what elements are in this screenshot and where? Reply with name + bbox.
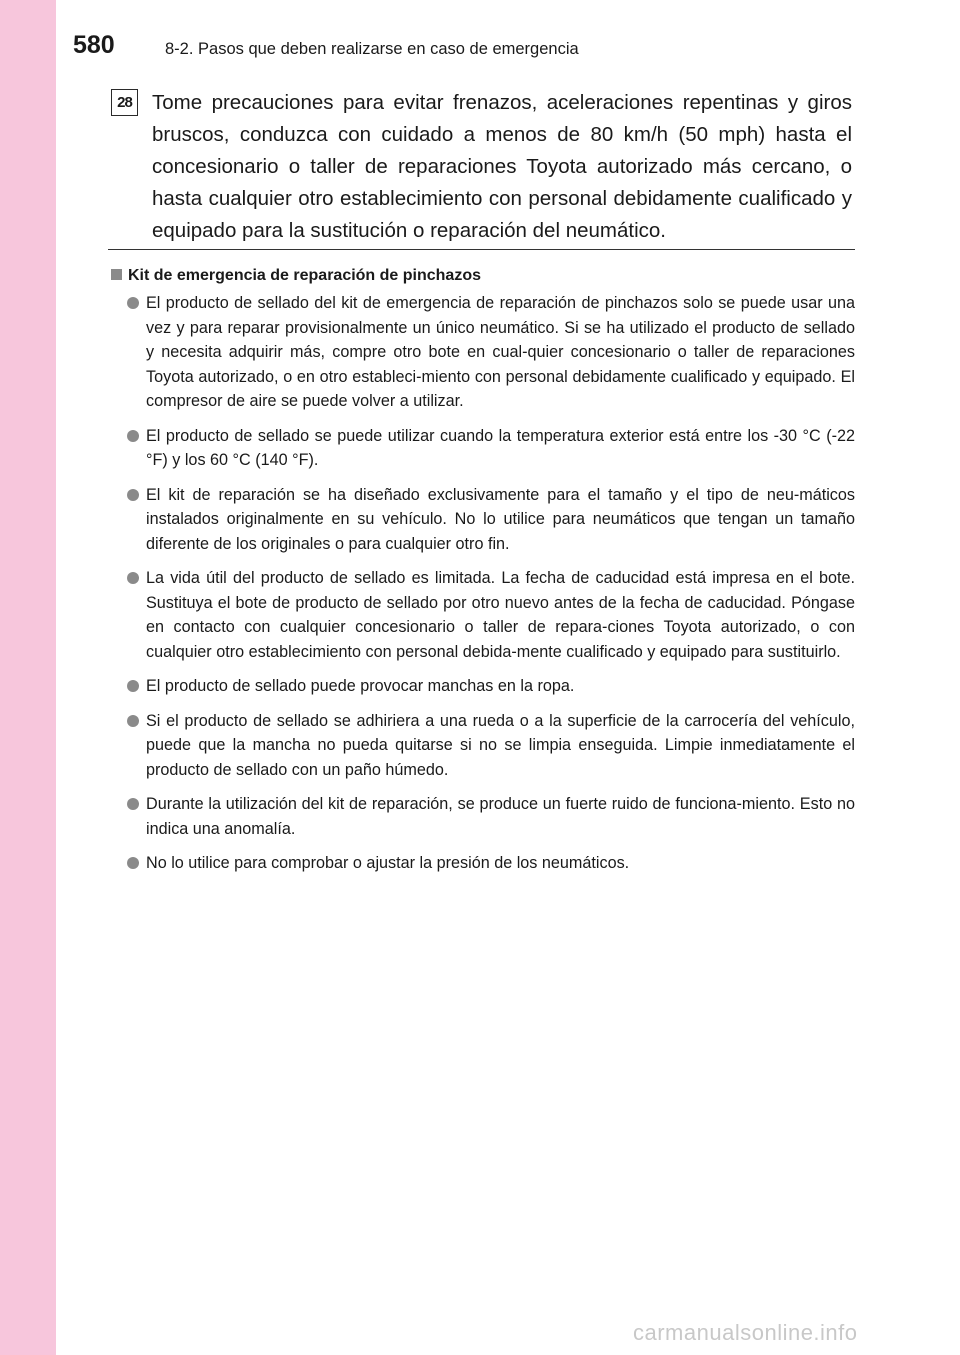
- circle-bullet-icon: [127, 430, 139, 442]
- list-item: [127, 851, 855, 876]
- circle-bullet-icon: [127, 798, 139, 810]
- list-item: [127, 792, 855, 841]
- list-item-text: Si el producto de sellado se adhiriera a una rueda o a la superficie de la carrocería del vehículo, puede que la mancha no pueda quitarse si no se limpia enseguida. Limpie inmediatamente el producto de sellado con un paño húmedo.: [146, 711, 855, 779]
- list-item: [127, 566, 855, 664]
- step-instruction-text: Tome precauciones para evitar frenazos, aceleraciones repentinas y giros bruscos, conduzca con cuidado a menos de 80 km/h (50 mph) hasta el concesionario o taller de reparaciones Toyota autorizado más cercano, o hasta cualquier otro establecimiento con personal debidamente cualificado y equipado para la sustitución o reparación del neumático.: [152, 91, 852, 242]
- list-item: [127, 424, 855, 473]
- page-number: 580: [73, 31, 115, 59]
- circle-bullet-icon: [127, 489, 139, 501]
- circle-bullet-icon: [127, 715, 139, 727]
- square-icon: [111, 269, 122, 280]
- list-item-text: El producto de sellado se puede utilizar cuando la temperatura exterior está entre los -30 °C (-22 °F) y los 60 °C (140 °F).: [146, 426, 855, 469]
- list-item-text: No lo utilice para comprobar o ajustar la presión de los neumáticos.: [146, 854, 630, 872]
- list-item: [127, 291, 855, 414]
- watermark-text: carmanualsonline.info: [633, 1320, 858, 1345]
- bullet-list: [127, 291, 855, 886]
- list-item: [127, 709, 855, 783]
- circle-bullet-icon: [127, 680, 139, 692]
- list-item-text: La vida útil del producto de sellado es limitada. La fecha de caducidad está impresa en el bote. Sustituya el bote de producto de sellado por otro nuevo antes de la fecha de caducidad. Póngase en contacto con cualquier concesionario o taller de repara-ciones Toyota autorizado, o con cualquier otro establecimiento con personal debida-mente cualificado y equipado para sustituirlo.: [146, 569, 855, 661]
- step-number-badge: 28: [111, 89, 138, 116]
- list-item-text: El producto de sellado del kit de emergencia de reparación de pinchazos solo se puede usar una vez y para reparar provisionalmente un único neumático. Si se ha utilizado el producto de sellado y necesita adquirir más, compre otro bote en cual-quier concesionario o taller de reparaciones Toyota autorizado, o en otro estableci-miento con personal debidamente cualificado y equipado. El compresor de aire se puede volver a utilizar.: [146, 294, 855, 410]
- list-item-text: Durante la utilización del kit de reparación, se produce un fuerte ruido de funciona-miento. Esto no indica una anomalía.: [146, 795, 855, 838]
- list-item-text: El producto de sellado puede provocar manchas en la ropa.: [146, 677, 575, 695]
- section-heading: [111, 264, 811, 288]
- circle-bullet-icon: [127, 572, 139, 584]
- circle-bullet-icon: [127, 297, 139, 309]
- list-item: [127, 674, 855, 699]
- section-heading-text: Kit de emergencia de reparación de pinchazos: [128, 267, 481, 284]
- circle-bullet-icon: [127, 857, 139, 869]
- chapter-header-title: 8-2. Pasos que deben realizarse en caso de emergencia: [165, 40, 579, 58]
- side-color-strip: [0, 0, 56, 1355]
- section-divider: [108, 249, 855, 250]
- list-item: [127, 483, 855, 557]
- list-item-text: El kit de reparación se ha diseñado exclusivamente para el tamaño y el tipo de neu-máticos instalados originalmente en su vehículo. No lo utilice para neumáticos que tengan un tamaño diferente de los originales o para cualquier otro fin.: [146, 485, 855, 553]
